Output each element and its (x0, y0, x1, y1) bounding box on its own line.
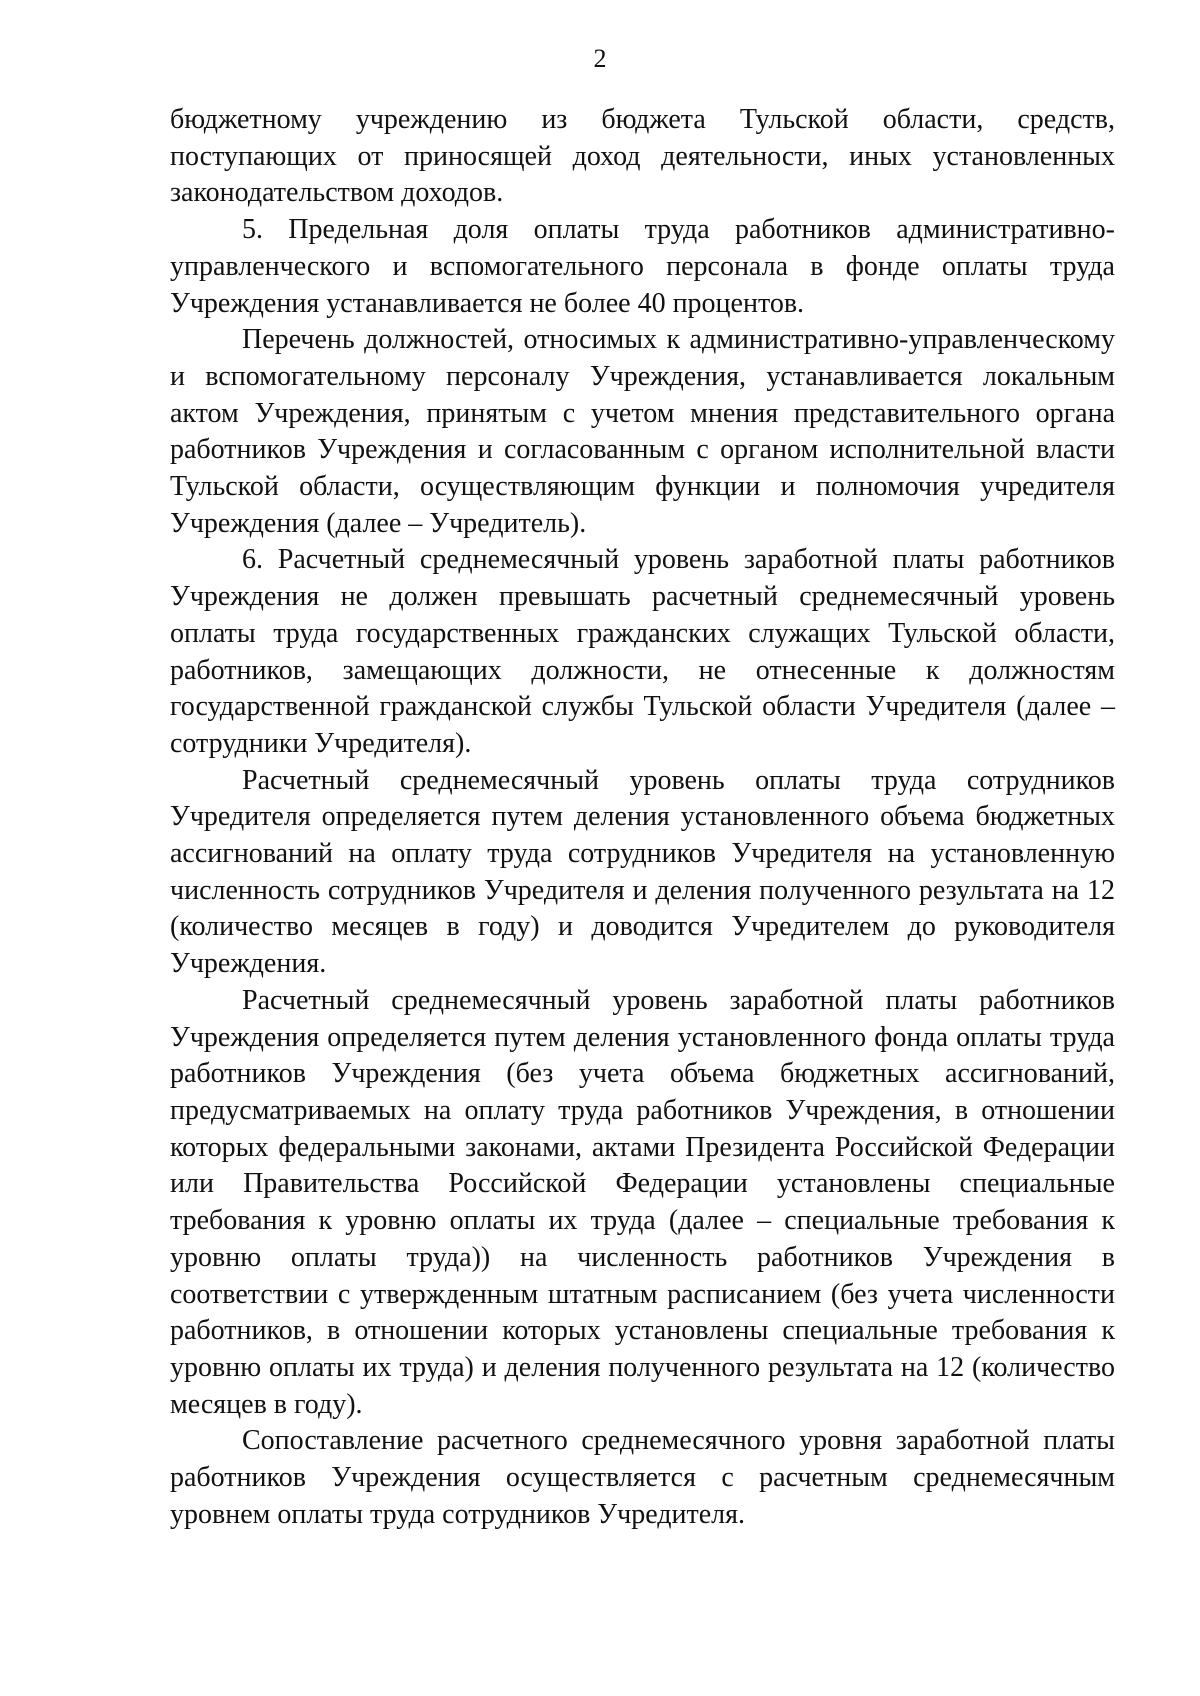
page-number: 2 (593, 44, 607, 73)
paragraph-continuation: бюджетному учреждению из бюджета Тульской области, средств, поступающих от приносящей доход деятельности, иных установленных законодательством доходов. (170, 104, 1115, 209)
paragraph-item-5: 5. Предельная доля оплаты труда работников административно-управленческого и вспомогательного персонала в фонде оплаты труда Учреждения устанавливается не более 40 процентов. (170, 214, 1115, 319)
paragraph-founder-salary-level: Расчетный среднемесячный уровень оплаты труда сотрудников Учредителя определяется путем деления установленного объема бюджетных ассигнований на оплату труда сотрудников Учредителя на установленную численность сотрудников Учредителя и деления полученного результата на 12 (количество месяцев в году) и доводится Учредителем до руководителя Учреждения. (170, 764, 1115, 980)
paragraph-item-6: 6. Расчетный среднемесячный уровень заработной платы работников Учреждения не должен превышать расчетный среднемесячный уровень оплаты труда государственных гражданских служащих Тульской области, работников, замещающих должности, не отнесенные к должностям государственной гражданской службы Тульской области Учредителя (далее – сотрудники Учредителя). (170, 544, 1115, 759)
paragraph-institution-salary-level: Расчетный среднемесячный уровень заработной платы работников Учреждения определяется путем деления установленного фонда оплаты труда работников Учреждения (без учета объема бюджетных ассигнований, предусматриваемых на оплату труда работников Учреждения, в отношении которых федеральными законами, актами Президента Российской Федерации или Правительства Российской Федерации установлены специальные требования к уровню оплаты их труда (далее – специальные требования к уровню оплаты труда)) на численность работников Учреждения в соответствии с утвержденным штатным расписанием (без учета численности работников, в отношении которых установлены специальные требования к уровню оплаты их труда) и деления полученного результата на 12 (количество месяцев в году). (170, 984, 1115, 1420)
paragraph-positions-list: Перечень должностей, относимых к административно-управленческому и вспомогательному персоналу Учреждения, устанавливается локальным актом Учреждения, принятым с учетом мнения представительного органа работников Учреждения и согласованным с органом исполнительной власти Тульской области, осуществляющим функции и полномочия учредителя Учреждения (далее – Учредитель). (170, 324, 1115, 539)
document-body (170, 102, 1115, 1533)
paragraph-comparison: Сопоставление расчетного среднемесячного уровня заработной платы работников Учреждения осуществляется с расчетным среднемесячным уровнем оплаты труда сотрудников Учредителя. (170, 1425, 1115, 1530)
